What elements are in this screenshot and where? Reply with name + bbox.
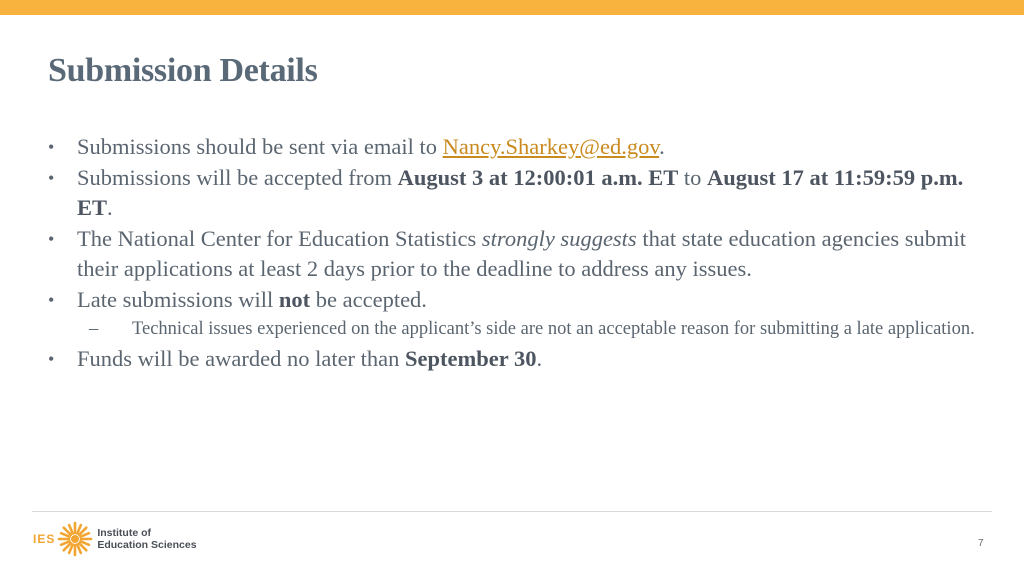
bullet-icon: •: [48, 349, 55, 369]
sub-bullet-text: Technical issues experienced on the applicant’s side are not an acceptable reason for submitting a late application.: [132, 319, 975, 339]
bullet-text: Submissions will be accepted from: [77, 164, 398, 190]
logo-line-2: Education Sciences: [97, 539, 197, 551]
ies-logo: [33, 521, 197, 557]
end-date: August 17 at 11:59:59 p.m. ET: [77, 164, 964, 220]
bullet-icon: •: [48, 289, 55, 310]
top-accent-bar: [0, 0, 1024, 15]
bullet-icon: •: [48, 228, 55, 249]
award-date: September 30: [405, 346, 537, 371]
emphasis-not: not: [278, 286, 311, 312]
bullet-item-recommendation: [48, 224, 988, 285]
email-link[interactable]: Nancy.Sharkey@ed.gov: [442, 134, 660, 159]
bullet-text: to: [678, 164, 707, 190]
footer-divider: [32, 511, 992, 512]
bullet-list: [48, 132, 988, 375]
bullet-text: The National Center for Education Statistics: [77, 225, 482, 251]
dash-icon: –: [89, 319, 99, 339]
logo-line-1: Institute of: [97, 527, 152, 539]
bullet-text: Submissions should be sent via email to: [77, 134, 443, 159]
start-date: August 3 at 12:00:01 a.m. ET: [397, 164, 679, 190]
logo-institution-name: [97, 527, 196, 551]
sub-bullet-list: [77, 317, 988, 342]
bullet-item-dates: [48, 163, 988, 224]
slide-body: [48, 132, 988, 375]
bullet-text: Late submissions will: [77, 286, 279, 312]
page-number: 7: [978, 538, 984, 549]
sub-bullet-item: [77, 317, 988, 342]
bullet-item-late: [48, 285, 988, 343]
logo-abbr: IES: [33, 532, 56, 546]
bullet-icon: •: [48, 137, 55, 157]
bullet-text-end: .: [536, 346, 543, 371]
bullet-text: that state education agencies submit their applications at least 2 days prior to the deadline to address any issues.: [77, 225, 966, 281]
bullet-text: Funds will be awarded no later than: [77, 346, 406, 371]
slide-title: Submission Details: [48, 52, 318, 89]
emphasis-text: strongly suggests: [481, 225, 637, 251]
bullet-item-email: [48, 132, 988, 163]
bullet-text-end: .: [659, 134, 665, 159]
sunburst-icon: [57, 521, 93, 557]
bullet-icon: •: [48, 167, 55, 188]
bullet-item-funds: [48, 344, 988, 375]
bullet-text-end: .: [107, 195, 113, 220]
bullet-text: be accepted.: [310, 286, 427, 312]
